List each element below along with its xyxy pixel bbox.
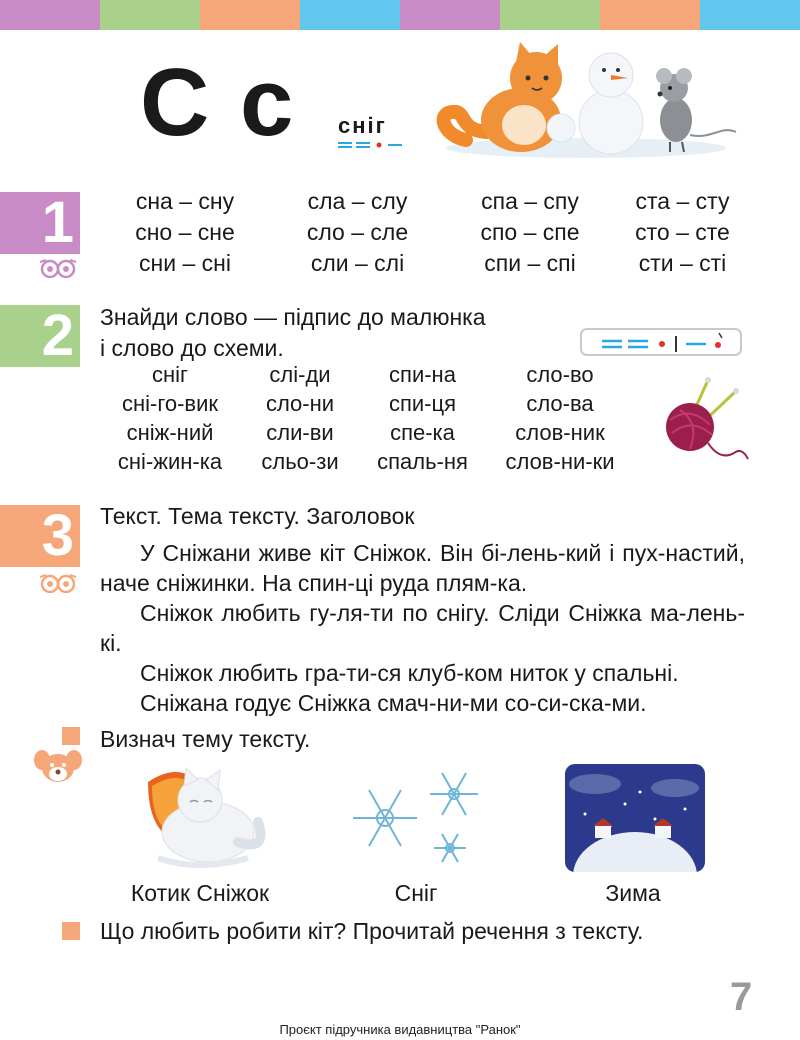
lesson-letters: С с [140,49,296,156]
word-item: слі-ди [269,362,331,387]
word-item: слов-ни-ки [505,449,615,474]
owl-eyes-icon [36,258,80,278]
syllable-pair: сни – сні [139,250,231,276]
word-item: сло-во [526,362,594,387]
syllable-pair: спа – спу [481,188,579,214]
top-color-stripe [0,0,800,30]
snowflakes-illustration [350,768,482,866]
option-label-cat: Котик Сніжок [130,880,270,906]
word-item: слов-ник [515,420,605,445]
winter-scene-illustration [565,764,705,872]
syllable-pair: сти – сті [638,250,727,276]
question-theme: Визнач тему тексту. [100,726,311,752]
stripe-segment [700,0,800,30]
instruction-line: Знайди слово — підпис до малюнка [100,304,486,330]
text-paragraph: У Сніжани живе кіт Сніжок. Він бі-лень-кий і пух-настий, наче сніжинки. На спин-ці руда плям-ка. [100,540,745,596]
yarn-ball-illustration [660,375,750,465]
word-item: сли-ви [266,420,334,445]
stripe-segment [500,0,600,30]
word-item: сніг [151,362,189,387]
syllable-table [100,188,750,277]
footer-publisher: Проєкт підручника видавництва "Ранок" [279,1022,521,1037]
option-label-winter: Зима [605,880,661,906]
task-number-2: 2 [0,305,80,367]
cat-snowman-mouse-illustration [436,40,746,160]
page-number: 7 [730,975,753,1019]
title-word: сніг [338,113,387,138]
text-paragraph: Сніжок любить гра-ти-ся клуб-ком ниток у спальні. [140,660,679,686]
task-number-1: 1 [0,192,80,254]
bullet-square [62,922,80,940]
word-table [100,362,640,475]
bullet-square [62,727,80,745]
stripe-segment [200,0,300,30]
text-paragraph: Сніжана годує Сніжка смач-ни-ми со-си-ска-ми. [140,690,647,716]
syllable-pair: сла – слу [307,188,408,214]
word-item: сні-жин-ка [117,449,223,474]
word-item: спи-на [389,362,456,387]
stripe-segment [600,0,700,30]
dog-icon [32,744,84,788]
word-item: сні-го-вик [121,391,219,416]
option-label-snow: Сніг [394,880,438,906]
sound-scheme-small [336,140,406,150]
word-item: спи-ця [388,391,457,416]
syllable-pair: сто – сте [635,219,730,245]
syllable-pair: сло – сле [306,219,409,245]
syllable-pair: спи – спі [484,250,576,276]
stripe-segment [0,0,100,30]
syllable-pair: сно – сне [135,219,235,245]
instruction-line: і слово до схеми. [100,335,284,361]
white-cat-illustration [138,762,272,872]
sound-scheme [582,330,744,358]
syllable-pair: ста – сту [635,188,730,214]
word-scheme-box [580,328,742,356]
syllable-pair: спо – спе [480,219,580,245]
stripe-segment [300,0,400,30]
task-number-3: 3 [0,505,80,567]
word-item: спе-ка [390,420,455,445]
syllable-pair: сли – слі [310,250,405,276]
word-item: сніж-ний [126,420,214,445]
stripe-segment [100,0,200,30]
word-item: спаль-ня [377,449,468,474]
word-item: сло-ва [526,391,594,416]
question-cat-likes: Що любить робити кіт? Прочитай речення з тексту. [100,918,644,944]
task3-title: Текст. Тема тексту. Заголовок [100,503,415,529]
text-paragraph: Сніжок любить гу-ля-ти по снігу. Сліди Сніжка ма-лень-кі. [100,600,745,656]
word-item: сльо-зи [261,449,339,474]
word-item: сло-ни [265,391,335,416]
stripe-segment [400,0,500,30]
task2-instruction [100,302,486,364]
syllable-pair: сна – сну [135,188,235,214]
owl-eyes-icon [36,573,80,593]
